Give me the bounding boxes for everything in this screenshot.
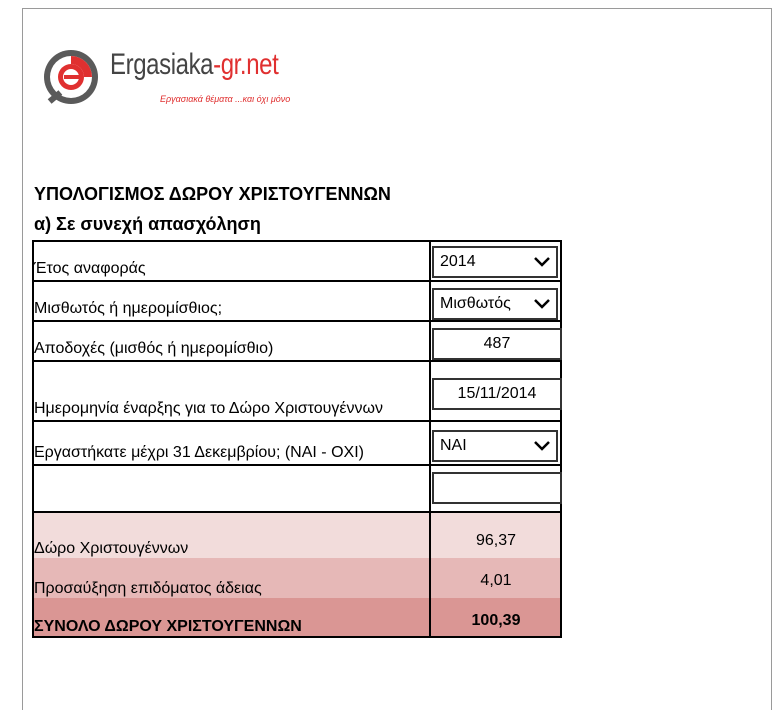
chevron-down-icon [532,252,552,272]
allowance-label: Προσαύξηση επιδόματος άδειας [34,580,262,597]
employee-type-select[interactable] [432,288,558,320]
total-label: ΣΥΝΟΛΟ ΔΩΡΟΥ ΧΡΙΣΤΟΥΓΕΝΝΩΝ [34,618,302,635]
total-value: 100,39 [471,612,521,629]
chevron-down-icon [532,436,552,456]
worked-until-select-value: ΝΑΙ [440,437,467,454]
logo-brand-domain: -gr.net [213,48,279,81]
year-select[interactable] [432,246,558,278]
logo-emblem-icon [40,46,102,108]
page-title: ΥΠΟΛΟΓΙΣΜΟΣ ΔΩΡΟΥ ΧΡΙΣΤΟΥΓΕΝΝΩΝ [34,184,391,204]
employee-type-select-value: Μισθωτός [440,295,511,312]
worked-until-select[interactable] [432,430,558,462]
extra-input[interactable] [432,472,562,504]
allowance-value: 4,01 [480,572,512,589]
earnings-input[interactable]: 487 [432,328,562,360]
year-select-value: 2014 [440,253,476,270]
start-date-input[interactable]: 15/11/2014 [432,378,562,410]
logo-tagline: Εργασιακά θέματα ...και όχι μόνο [160,94,291,104]
year-label: Έτος αναφοράς [34,260,146,277]
start-date-label: Ημερομηνία έναρξης για το Δώρο Χριστουγέννων [34,400,383,417]
employee-type-label: Μισθωτός ή ημερομίσθιος; [34,300,223,317]
ergasiaka-logo [40,42,320,112]
chevron-down-icon [532,294,552,314]
bonus-label: Δώρο Χριστουγέννων [34,540,189,557]
earnings-label: Αποδοχές (μισθός ή ημερομίσθιο) [34,340,274,357]
worked-until-label: Εργαστήκατε μέχρι 31 Δεκεμβρίου; (ΝΑΙ - ΟΧΙ) [34,444,364,461]
logo-brand-text [110,48,278,82]
section-subtitle: α) Σε συνεχή απασχόληση [34,214,261,234]
bonus-value: 96,37 [475,532,517,549]
logo-brand-main: Ergasiaka [110,48,214,81]
